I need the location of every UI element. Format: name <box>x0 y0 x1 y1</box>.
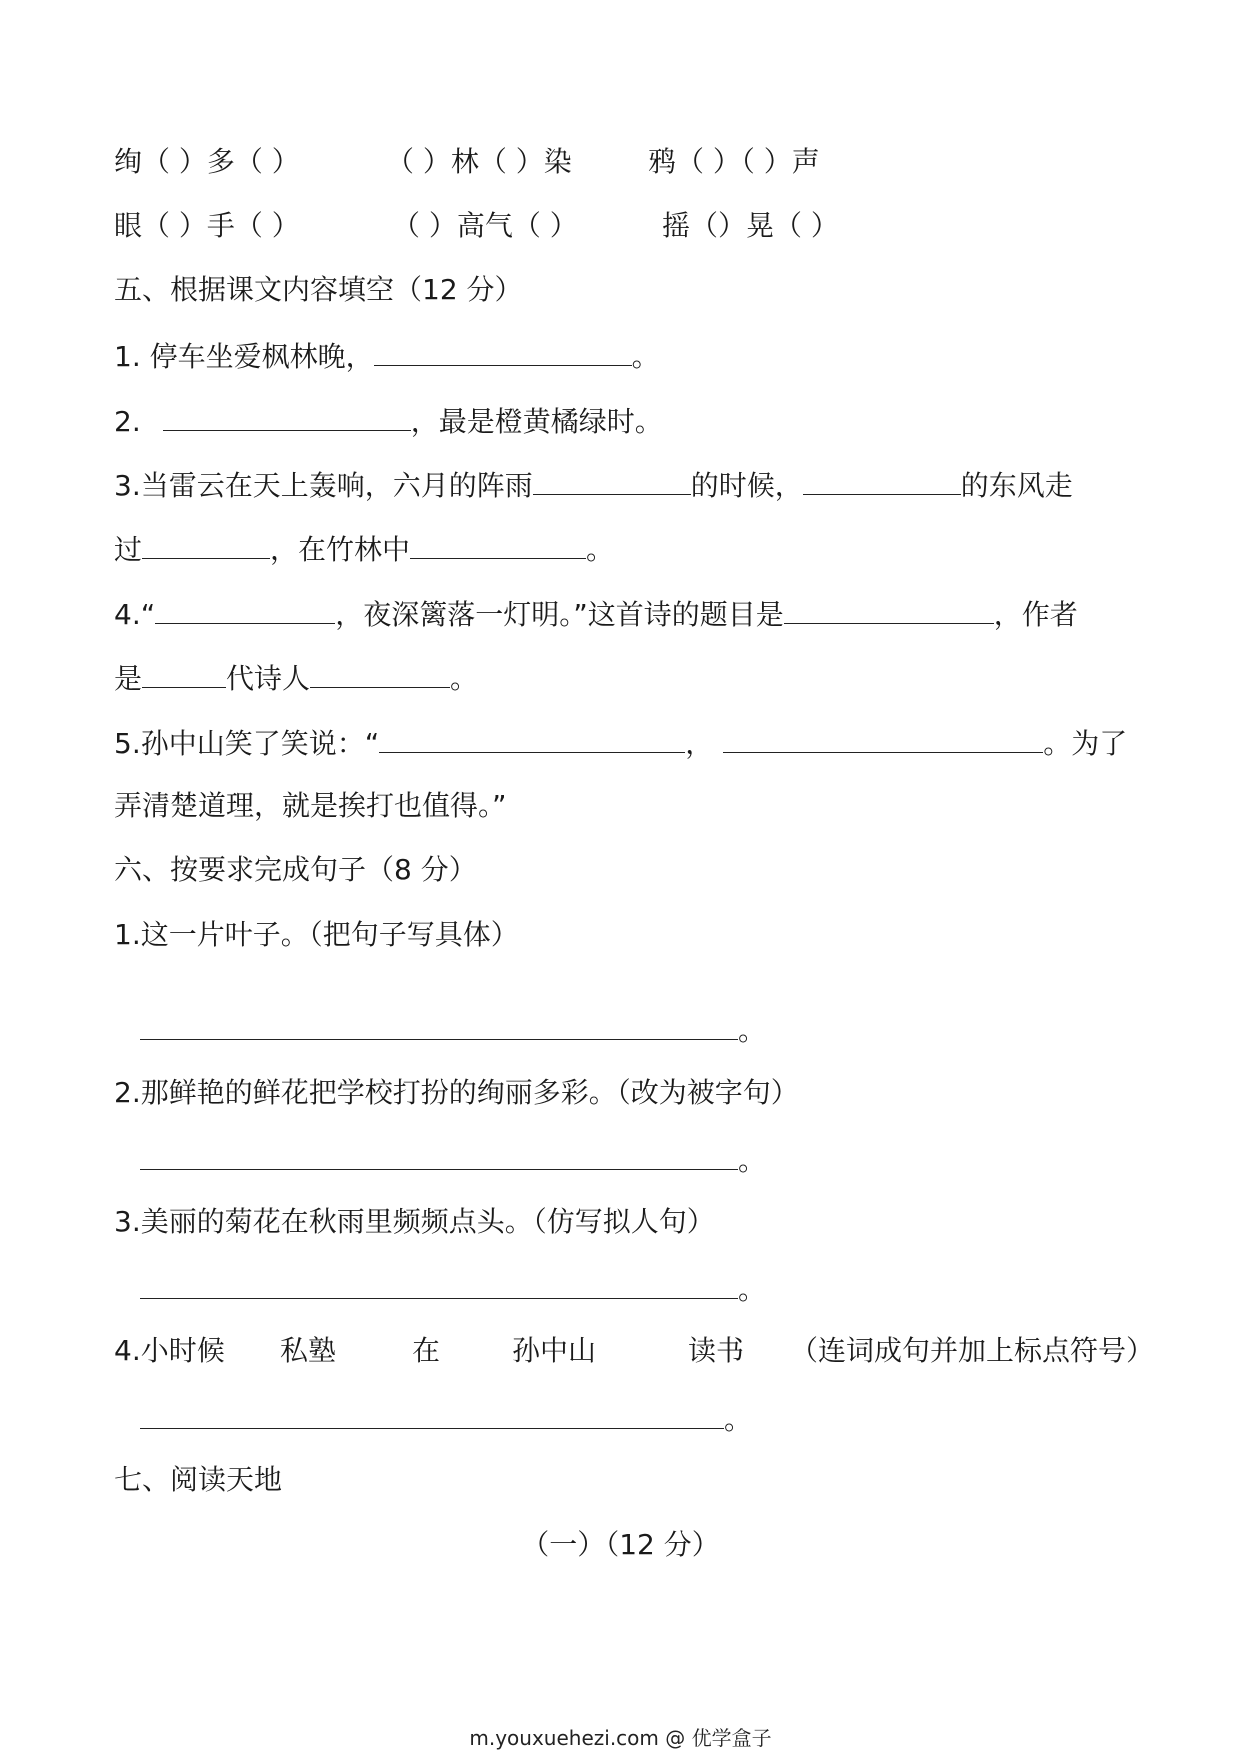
q5-mid: ， <box>685 727 714 760</box>
q4-instruction: （连词成句并加上标点符号） <box>790 1334 1155 1367</box>
section5-q3-line1 <box>114 464 1073 506</box>
q4-blank-3[interactable] <box>142 657 226 688</box>
q2-suffix: ，最是橙黄橘绿时。 <box>410 405 663 438</box>
q4-word-3: 在 <box>412 1334 441 1367</box>
idiom-2-1: 眼（ ）手（ ） <box>114 209 300 242</box>
q4-line2-suffix: 。 <box>450 662 479 695</box>
q4-word-2: 私塾 <box>280 1334 337 1367</box>
q3-line2-suffix: 。 <box>586 533 615 566</box>
section6-q1-answer <box>140 1007 766 1051</box>
q3-blank-1[interactable] <box>533 464 691 495</box>
q4-prefix: 4.“ <box>114 598 156 631</box>
section5-q4-line1 <box>114 593 1078 635</box>
section5-q5-line2: 弄清楚道理，就是挨打也值得。” <box>114 789 507 822</box>
section5-q5-line1 <box>114 722 1127 764</box>
q4-suffix: ，作者 <box>993 598 1078 631</box>
q5-suffix: 。为了 <box>1043 727 1128 760</box>
q3-blank-2[interactable] <box>803 464 961 495</box>
q3-blank-3[interactable] <box>142 528 270 559</box>
section6-q3: 3.美丽的菊花在秋雨里频频点头。（仿写拟人句） <box>114 1205 715 1238</box>
section5-q4-line2 <box>114 657 478 699</box>
q4-blank-1[interactable] <box>155 593 335 624</box>
q4-line2-mid: 代诗人 <box>226 662 311 695</box>
answer-end: 。 <box>738 1273 767 1306</box>
idiom-1-2: （ ）林（ ）染 <box>386 145 572 178</box>
section5-heading: 五、根据课文内容填空（12 分） <box>114 273 523 306</box>
q5-blank-1[interactable] <box>379 722 685 753</box>
answer-end: 。 <box>724 1403 753 1436</box>
q3-line2-mid: ，在竹林中 <box>270 533 411 566</box>
idiom-2-3: 摇（）晃（ ） <box>662 209 839 242</box>
section6-q4-answer <box>140 1396 752 1440</box>
q3-suffix: 的东风走 <box>960 469 1073 502</box>
idiom-2-2: （ ）高气（ ） <box>392 209 578 242</box>
section7-subheading: （一）（12 分） <box>521 1528 720 1561</box>
q1-prefix: 1. 停车坐爱枫林晚， <box>114 340 374 373</box>
section6-q1: 1.这一片叶子。（把句子写具体） <box>114 918 519 951</box>
section6-q3-answer <box>140 1266 766 1310</box>
q1-blank[interactable] <box>374 335 632 366</box>
section6-q2: 2.那鲜艳的鲜花把学校打扮的绚丽多彩。（改为被字句） <box>114 1076 799 1109</box>
q3-line2-prefix: 过 <box>114 533 143 566</box>
q4-blank-2[interactable] <box>784 593 994 624</box>
q6-2-answer-blank[interactable] <box>140 1137 738 1170</box>
q2-blank[interactable] <box>163 400 411 431</box>
section5-q2 <box>114 400 663 442</box>
answer-end: 。 <box>738 1144 767 1177</box>
footer-watermark: m.youxuehezi.com @ 优学盒子 <box>469 1726 772 1750</box>
q4-blank-4[interactable] <box>310 657 450 688</box>
section6-q2-answer <box>140 1137 766 1181</box>
q2-prefix: 2. <box>114 405 141 438</box>
q4-word-1: 4.小时候 <box>114 1334 225 1367</box>
section5-q1 <box>114 335 660 377</box>
q4-word-5: 读书 <box>688 1334 745 1367</box>
q6-3-answer-blank[interactable] <box>140 1266 738 1299</box>
q4-line2-prefix: 是 <box>114 662 143 695</box>
q1-suffix: 。 <box>631 340 660 373</box>
section7-heading: 七、阅读天地 <box>114 1463 283 1496</box>
q6-1-answer-blank[interactable] <box>140 1007 738 1040</box>
section5-q3-line2 <box>114 528 614 570</box>
answer-end: 。 <box>738 1014 767 1047</box>
q6-4-answer-blank[interactable] <box>140 1396 724 1429</box>
q3-mid: 的时候， <box>690 469 803 502</box>
q5-prefix: 5.孙中山笑了笑说：“ <box>114 727 380 760</box>
idiom-1-1: 绚（ ）多（ ） <box>114 145 300 178</box>
q4-mid: ，夜深篱落一灯明。”这首诗的题目是 <box>335 598 784 631</box>
q4-word-4: 孙中山 <box>512 1334 597 1367</box>
section6-heading: 六、按要求完成句子（8 分） <box>114 853 477 886</box>
q5-blank-2[interactable] <box>723 722 1043 753</box>
idiom-1-3: 鸦（ ）（ ）声 <box>648 145 820 178</box>
q3-prefix: 3.当雷云在天上轰响，六月的阵雨 <box>114 469 533 502</box>
q3-blank-4[interactable] <box>410 528 586 559</box>
